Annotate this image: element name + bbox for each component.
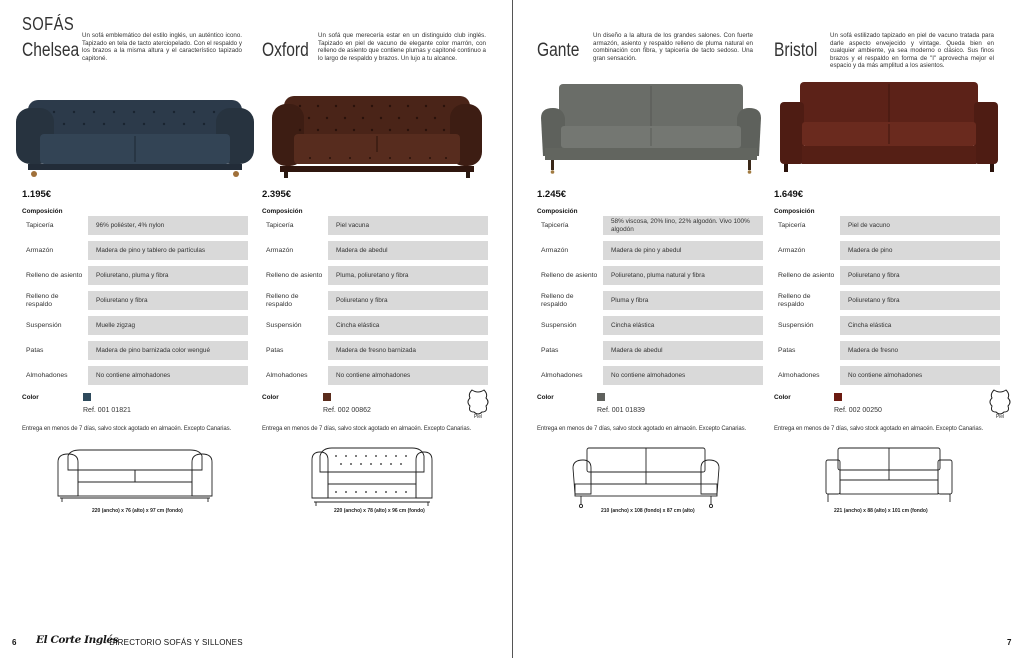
grey-sofa-icon [541, 84, 761, 174]
color-swatch [323, 393, 331, 401]
spec-label: Suspensión [266, 321, 302, 329]
color-swatch [597, 393, 605, 401]
spec-value: Madera de abedul [328, 241, 488, 260]
spec-row-back-filling [22, 291, 252, 310]
spec-label: Patas [266, 346, 284, 354]
spec-label: Relleno de asiento [266, 271, 323, 279]
sofa-outline-icon [58, 450, 212, 502]
composition-heading: Composición [774, 208, 815, 215]
spec-value: Poliuretano, pluma y fibra [88, 266, 248, 285]
spec-row-upholstery [22, 216, 252, 235]
delivery-note: Entrega en menos de 7 días, salvo stock agotado en almacén. Excepto Canarias. [774, 426, 984, 432]
product-name: Oxford [262, 40, 309, 61]
spec-row-back-filling [774, 291, 1004, 310]
page-number-left: 6 [12, 638, 17, 647]
spec-row-frame [537, 241, 767, 260]
right-page [513, 0, 1024, 658]
color-label: Color [537, 394, 554, 401]
spec-row-suspension [537, 316, 767, 335]
brand-logo: El Corte Inglés [36, 634, 119, 646]
spec-value: Cincha elástica [840, 316, 1000, 335]
spec-row-suspension [774, 316, 1004, 335]
spec-row-legs [22, 341, 252, 360]
spec-value: Madera de fresno barnizada [328, 341, 488, 360]
spec-value: No contiene almohadones [840, 366, 1000, 385]
leather-badge-label: Piel [995, 414, 1005, 420]
spec-value: Pluma, poliuretano y fibra [328, 266, 488, 285]
sofa-photo [14, 82, 256, 182]
product-ref: Ref. 002 00862 [323, 407, 371, 414]
product-description: Un sofá estilizado tapizado en piel de vacuno tratada para darle aspecto envejecido y vintage. Queda bien en cualquier ambiente, ya sea moderno o clásico. Sus finos brazos y el respaldo en forma de "I" aprovecha mejor el espacio y da más amplitud a los asientos. [830, 32, 994, 70]
spec-row-seat-filling [262, 266, 492, 285]
product-dimensions: 221 (ancho) x 88 (alto) x 101 cm (fondo) [834, 508, 928, 514]
product-price: 2.395€ [262, 189, 292, 200]
spec-value: No contiene almohadones [328, 366, 488, 385]
spec-label: Almohadones [26, 371, 68, 379]
spec-label: Relleno de asiento [26, 271, 83, 279]
product-name: Chelsea [22, 40, 80, 61]
color-swatch [834, 393, 842, 401]
spec-row-cushions [774, 366, 1004, 385]
product-card-oxford [240, 0, 486, 540]
spec-value: Cincha elástica [603, 316, 763, 335]
spec-label: Suspensión [541, 321, 577, 329]
sofa-line-drawing [310, 446, 434, 508]
product-dimensions: 210 (ancho) x 108 (fondo) x 87 cm (alto) [601, 508, 695, 514]
spec-value: Poliuretano, pluma natural y fibra [603, 266, 763, 285]
spec-label: Tapicería [778, 221, 806, 229]
spec-label: Armazón [26, 246, 54, 254]
spec-value: Madera de pino barnizada color wengué [88, 341, 248, 360]
spec-value: Madera de pino [840, 241, 1000, 260]
product-card-gante [513, 0, 753, 540]
composition-heading: Composición [22, 208, 63, 215]
spec-value: Pluma y fibra [603, 291, 763, 310]
sofa-line-drawing [824, 446, 954, 506]
sofa-photo [539, 82, 763, 182]
spec-value: Madera de pino y abedul [603, 241, 763, 260]
product-price: 1.195€ [22, 189, 52, 200]
spec-row-back-filling [262, 291, 492, 310]
spec-label: Suspensión [26, 321, 62, 329]
delivery-note: Entrega en menos de 7 días, salvo stock agotado en almacén. Excepto Canarias. [22, 426, 232, 432]
spec-label: Patas [26, 346, 44, 354]
spec-value: Poliuretano y fibra [840, 266, 1000, 285]
spec-label: Almohadones [266, 371, 308, 379]
chesterfield-sofa-icon [16, 100, 254, 177]
spec-value: Piel vacuna [328, 216, 488, 235]
spec-label: Relleno de asiento [541, 271, 598, 279]
spec-value: Poliuretano y fibra [328, 291, 488, 310]
spec-row-cushions [22, 366, 252, 385]
spec-value: 96% poliéster, 4% nylon [88, 216, 248, 235]
spec-label: Relleno de asiento [778, 271, 835, 279]
spec-label: Relleno de respaldo [541, 292, 574, 308]
spec-value: Piel de vacuno [840, 216, 1000, 235]
spec-value: Madera de pino y tablero de partículas [88, 241, 248, 260]
spec-row-upholstery [774, 216, 1004, 235]
spec-value: Muelle zigzag [88, 316, 248, 335]
leather-sofa-icon [780, 82, 998, 172]
spec-row-seat-filling [774, 266, 1004, 285]
product-name: Bristol [774, 40, 818, 61]
spec-label: Armazón [266, 246, 294, 254]
color-label: Color [774, 394, 791, 401]
spec-label: Armazón [541, 246, 569, 254]
spec-row-back-filling [537, 291, 767, 310]
spec-value: Cincha elástica [328, 316, 488, 335]
spec-value: Madera de abedul [603, 341, 763, 360]
product-card-bristol [750, 0, 1005, 540]
spec-row-legs [262, 341, 492, 360]
product-ref: Ref. 001 01839 [597, 407, 645, 414]
page-number-right: 7 [1007, 638, 1012, 647]
spec-row-upholstery [537, 216, 767, 235]
spec-value: Madera de fresno [840, 341, 1000, 360]
spec-value: No contiene almohadones [603, 366, 763, 385]
composition-heading: Composición [262, 208, 303, 215]
color-swatch [83, 393, 91, 401]
spec-value: Poliuretano y fibra [88, 291, 248, 310]
delivery-note: Entrega en menos de 7 días, salvo stock agotado en almacén. Excepto Canarias. [262, 426, 472, 432]
spec-row-seat-filling [537, 266, 767, 285]
product-dimensions: 220 (ancho) x 76 (alto) x 97 cm (fondo) [92, 508, 183, 514]
spec-label: Almohadones [541, 371, 583, 379]
spec-row-cushions [537, 366, 767, 385]
product-description: Un sofá que merecería estar en un distinguido club inglés. Tapizado en piel de vacuno de elegante color marrón, con relleno de asiento que contiene plumas y capitoné continuo a lo largo de respaldo y brazos. Un lujo a tu alcance. [318, 32, 486, 62]
sofa-outline-icon [826, 448, 952, 502]
product-price: 1.245€ [537, 189, 567, 200]
product-card-chelsea [0, 0, 240, 540]
chesterfield-outline-icon [312, 448, 432, 506]
product-ref: Ref. 001 01821 [83, 407, 131, 414]
spec-row-frame [22, 241, 252, 260]
sofa-photo [778, 82, 1000, 182]
spec-row-suspension [262, 316, 492, 335]
directory-title: - DIRECTORIO SOFÁS Y SILLONES [104, 638, 243, 647]
delivery-note: Entrega en menos de 7 días, salvo stock agotado en almacén. Excepto Canarias. [537, 426, 747, 432]
spec-label: Relleno de respaldo [26, 292, 59, 308]
spec-row-legs [537, 341, 767, 360]
spec-label: Tapicería [266, 221, 294, 229]
product-ref: Ref. 002 00250 [834, 407, 882, 414]
spec-row-suspension [22, 316, 252, 335]
spec-row-legs [774, 341, 1004, 360]
sofa-line-drawing [56, 446, 214, 506]
product-price: 1.649€ [774, 189, 804, 200]
sofa-photo [270, 82, 484, 182]
spec-row-seat-filling [22, 266, 252, 285]
product-description: Un sofá emblemático del estilo inglés, un auténtico icono. Tapizado en tela de tacto aterciopelado. Con el respaldo y los brazos a la misma altura y el característico tapizado capitoné. [82, 32, 242, 62]
spec-label: Relleno de respaldo [266, 292, 299, 308]
spec-row-frame [262, 241, 492, 260]
spec-label: Patas [778, 346, 796, 354]
color-label: Color [22, 394, 39, 401]
spec-value: No contiene almohadones [88, 366, 248, 385]
leather-badge-label: Piel [473, 414, 483, 420]
section-title: SOFÁS [22, 14, 75, 34]
spec-label: Relleno de respaldo [778, 292, 811, 308]
color-label: Color [262, 394, 279, 401]
spec-label: Tapicería [26, 221, 54, 229]
leather-chesterfield-sofa-icon [272, 96, 482, 178]
spec-label: Patas [541, 346, 559, 354]
spec-label: Tapicería [541, 221, 569, 229]
composition-heading: Composición [537, 208, 578, 215]
spec-row-frame [774, 241, 1004, 260]
product-name: Gante [537, 40, 580, 61]
sofa-line-drawing [571, 446, 721, 512]
product-dimensions: 220 (ancho) x 78 (alto) x 96 cm (fondo) [334, 508, 425, 514]
sofa-outline-icon [573, 448, 719, 508]
spec-label: Suspensión [778, 321, 814, 329]
spec-value: Poliuretano y fibra [840, 291, 1000, 310]
spec-row-upholstery [262, 216, 492, 235]
spec-label: Armazón [778, 246, 806, 254]
product-description: Un diseño a la altura de los grandes salones. Con fuerte armazón, asiento y respaldo relleno de pluma natural en combinación con fibra, y tapicería de tacto sedoso. Una gran sensación. [593, 32, 753, 62]
spec-row-cushions [262, 366, 492, 385]
spec-label: Almohadones [778, 371, 820, 379]
spec-value: 58% viscosa, 20% lino, 22% algodón. Vivo 100% algodón [603, 216, 763, 235]
